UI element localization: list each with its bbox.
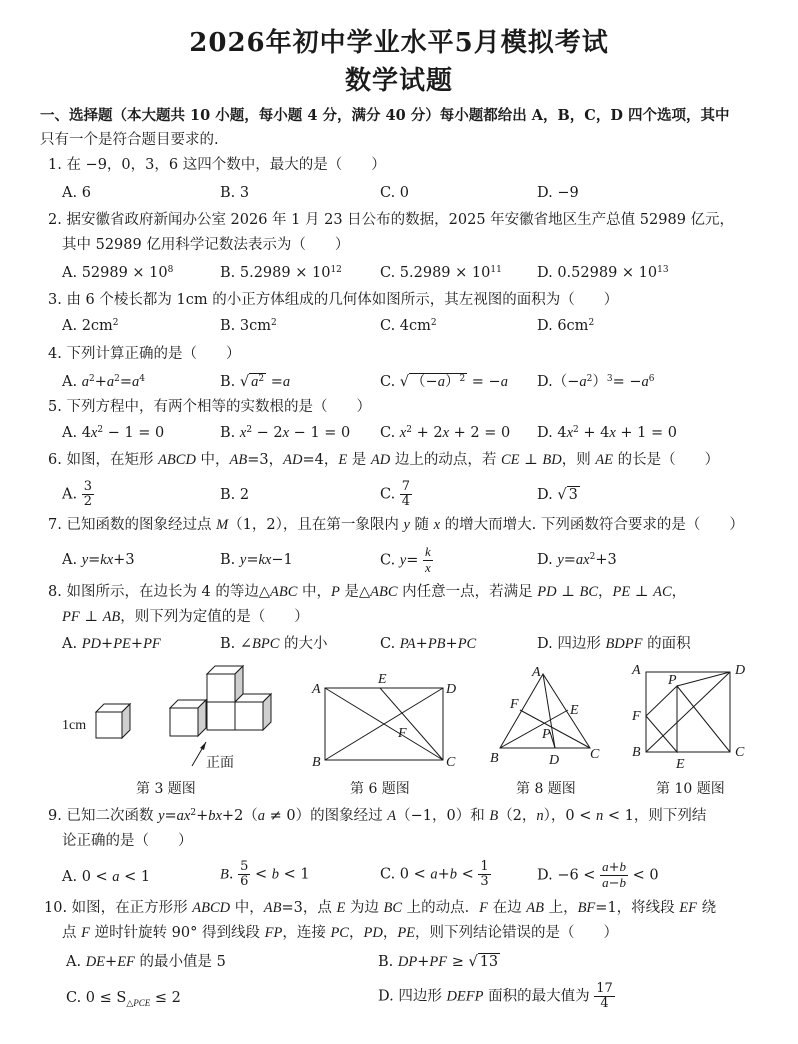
q6-option-d: D. √ 3: [537, 487, 578, 503]
svg-text:E: E: [676, 757, 685, 772]
q2-option-a: A. $52989 \times 10^8$: [62, 265, 174, 281]
fig3-unit-cube: [96, 704, 130, 738]
q8-stem-2: PF ⊥ AB，则下列为定值的是（ ）: [62, 609, 309, 625]
q3-option-d: D. $6cm^2$: [537, 318, 595, 334]
page-subtitle: 数学试题: [344, 66, 453, 96]
q5-option-b: B. $x^2 - 2x - 1 = 0$: [220, 425, 351, 441]
q9-stem-1: 9. 已知二次函数 $y=ax^2+bx+2(a \ne 0)$的图象经过 A（−1，0）和 B（2，n），0 < n < 1，则下列结: [48, 808, 707, 824]
q9-option-c: C. 0 < a+b < $\frac{1}{3}$: [380, 859, 489, 889]
svg-text:E: E: [378, 672, 387, 687]
q4-option-c: C. √ $(-a)^2 = -a$: [380, 374, 508, 390]
q10-option-b: B. DP+PF ≥ √ 13: [378, 954, 499, 970]
q1-option-d: D. −9: [537, 185, 579, 201]
fig6-caption: 第 6 题图: [350, 781, 410, 797]
svg-text:C: C: [735, 745, 745, 760]
q5-option-a: A. $4x^2 - 1 = 0$: [62, 425, 165, 441]
q9-option-a: A. 0 < a < 1: [62, 869, 151, 885]
fig3-caption: 第 3 题图: [136, 781, 196, 797]
svg-text:F: F: [510, 697, 519, 712]
svg-text:D: D: [549, 753, 560, 768]
fig6-rectangle: [325, 688, 443, 760]
q9-stem-2: 论正确的是（ ）: [62, 833, 193, 849]
q3-option-a: A. $2cm^2$: [62, 318, 119, 334]
section1-instructions: 一、选择题（本大题共 10 小题，每小题 4 分，满分 40 分）每小题都给出 A，B，C，D 四个选项，其中: [40, 107, 730, 124]
q9-option-b: B. $\frac{5}{6}$ < b < 1: [220, 859, 310, 889]
fig10-caption: 第 10 题图: [656, 781, 725, 797]
q10-option-a: A. DE+EF 的最小值是 5: [66, 954, 226, 970]
svg-text:P: P: [668, 673, 677, 688]
svg-text:B: B: [312, 755, 321, 770]
q1-option-c: C. 0: [380, 185, 410, 201]
fig3-unit-label: 1cm: [62, 718, 87, 733]
page-title: 2026年初中学业水平5月模拟考试: [189, 28, 609, 58]
q4-option-a: A. $a^2+a^2=a^4$: [62, 374, 145, 390]
svg-text:A: A: [312, 682, 321, 697]
q7-stem: 7. 已知函数的图象经过点 M（1，2），且在第一象限内 y 随 x 的增大而增大. 下列函数符合要求的是（ ）: [48, 517, 744, 533]
q1-stem: 1. 在 −9，0，3，6 这四个数中，最大的是（ ）: [48, 157, 386, 173]
svg-text:F: F: [632, 709, 641, 724]
q6-option-b: B. 2: [220, 487, 250, 503]
q5-stem: 5. 下列方程中，有两个相等的实数根的是（ ）: [48, 399, 371, 415]
q4-stem: 4. 下列计算正确的是（ ）: [48, 346, 241, 362]
svg-text:F: F: [398, 726, 407, 741]
q6-option-c: C. $\frac{7}{4}$: [380, 479, 411, 509]
fig3-front-label: 正面: [206, 756, 234, 771]
svg-text:P: P: [542, 727, 551, 742]
q4-option-d: $D.(-a^2)^3= -a^6$: [537, 374, 655, 390]
q2-option-b: B. $5.2989 \times 10^{12}$: [220, 265, 342, 281]
svg-text:E: E: [570, 703, 579, 718]
svg-text:B: B: [490, 751, 499, 766]
q10-option-d: D. 四边形 DEFP 面积的最大值为 $\frac{17}{4}$: [378, 981, 613, 1011]
fig3-solid: [170, 666, 271, 736]
q8-option-a: A. PD+PE+PF: [62, 636, 161, 652]
svg-text:A: A: [532, 665, 541, 680]
q8-stem-1: 8. 如图所示，在边长为 4 的等边△ABC 中，P 是△ABC 内任意一点，若满足 PD ⊥ BC，PE ⊥ AC，: [48, 584, 687, 600]
q5-option-d: D. $4x^2 + 4x + 1 = 0$: [537, 425, 677, 441]
fig3-arrow-head: [200, 742, 206, 750]
q8-option-c: C. PA+PB+PC: [380, 636, 477, 652]
svg-text:A: A: [632, 663, 641, 678]
q9-option-d: D. −6 < $\frac{a+b}{a-b}$ < 0: [537, 859, 659, 891]
q7-option-c: C. y= $\frac{k}{x}$: [380, 544, 431, 575]
q2-stem-1: 2. 据安徽省政府新闻办公室 2026 年 1 月 23 日公布的数据，2025 年安徽省地区生产总值 52989 亿元，: [48, 212, 735, 228]
section1-instructions-2: 只有一个是符合题目要求的.: [40, 132, 219, 148]
q7-option-b: B. y=kx−1: [220, 552, 293, 568]
q7-option-d: D. $y=ax^2+3$: [537, 552, 617, 568]
q5-option-c: C. $x^2 + 2x + 2 = 0$: [380, 425, 511, 441]
q1-option-a: A. 6: [62, 185, 91, 201]
svg-text:C: C: [590, 747, 600, 762]
q3-option-b: B. $3cm^2$: [220, 318, 277, 334]
fig8-caption: 第 8 题图: [516, 781, 576, 797]
q1-option-b: B. 3: [220, 185, 250, 201]
q8-option-d: D. 四边形 BDPF 的面积: [537, 636, 691, 652]
q4-option-b: B. √ $a^2 =a$: [220, 374, 291, 390]
q6-option-a: A. $\frac{3}{2}$: [62, 479, 92, 509]
q2-option-c: C. $5.2989 \times 10^{11}$: [380, 265, 502, 281]
q3-option-c: C. $4cm^2$: [380, 318, 437, 334]
q10-stem-1: 10. 如图，在正方形形 ABCD 中，AB=3，点 E 为边 BC 上的动点．F 在边 AB 上，BF=1，将线段 EF 绕: [44, 900, 717, 916]
q6-stem: 6. 如图，在矩形 ABCD 中，AB=3，AD=4，E 是 AD 边上的动点，若 CE ⊥ BD，则 AE 的长是（ ）: [48, 452, 720, 468]
q2-stem-2: 其中 52989 亿用科学记数法表示为（ ）: [62, 237, 350, 253]
q3-stem: 3. 由 6 个棱长都为 1cm 的小正方体组成的几何体如图所示，其左视图的面积为（ ）: [48, 292, 619, 308]
q10-option-c: C. $0 \le S_{\triangle PCE} \le 2$: [66, 990, 181, 1009]
q10-stem-2: 点 F 逆时针旋转 90° 得到线段 FP，连接 PC，PD，PE，则下列结论错误的是（ ）: [62, 925, 619, 941]
q7-option-a: A. y=kx+3: [62, 552, 135, 568]
q8-option-b: B. ∠BPC 的大小: [220, 636, 328, 652]
q2-option-d: D. $0.52989 \times 10^{13}$: [537, 265, 669, 281]
svg-text:C: C: [446, 755, 456, 770]
svg-text:D: D: [446, 682, 457, 697]
svg-text:B: B: [632, 745, 641, 760]
fig10-square: [646, 672, 730, 752]
svg-text:D: D: [735, 663, 746, 678]
